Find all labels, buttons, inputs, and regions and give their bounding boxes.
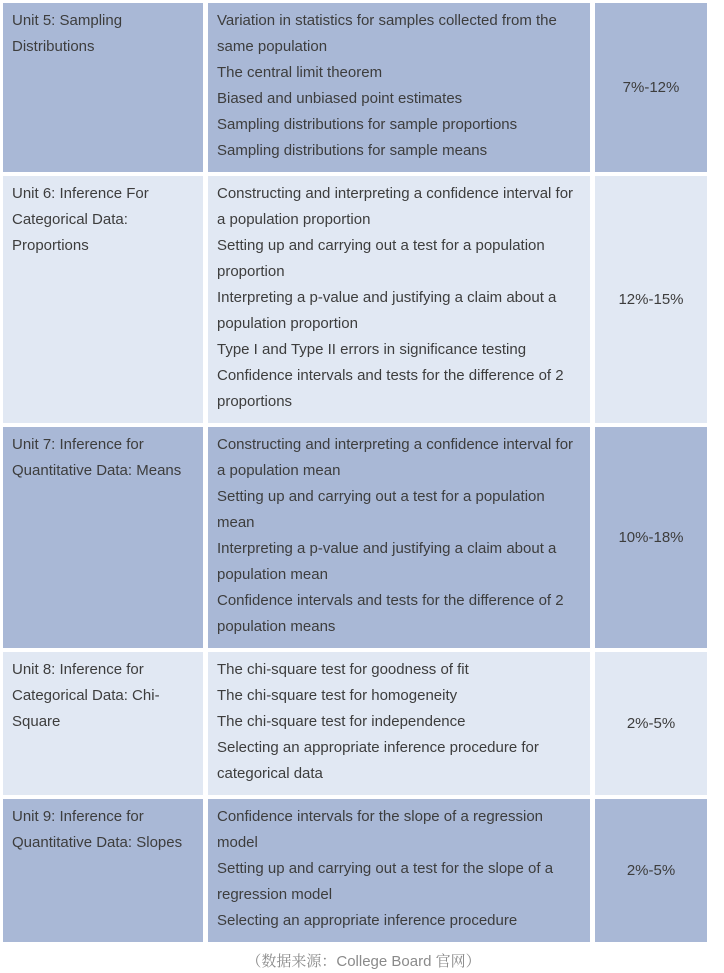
topic-item: Type I and Type II errors in significance testing xyxy=(217,341,527,358)
ap-stats-units-table xyxy=(3,3,707,942)
topic-item: The chi-square test for homogeneity xyxy=(217,687,458,704)
topic-item: Confidence intervals for the slope of a regression model xyxy=(217,808,544,851)
topic-item: Sampling distributions for sample means xyxy=(217,142,488,159)
unit-name-cell: Unit 6: Inference For Categorical Data: Proportions xyxy=(3,176,203,423)
data-source-caption: （数据来源：College Board 官网） xyxy=(246,953,481,970)
table-row xyxy=(3,176,707,423)
unit-name-cell: Unit 7: Inference for Quantitative Data: Means xyxy=(3,427,203,648)
topic-item: Sampling distributions for sample proportions xyxy=(217,116,518,133)
topic-item: Setting up and carrying out a test for a population proportion xyxy=(217,237,545,280)
topics-cell xyxy=(208,799,590,942)
topic-item: Biased and unbiased point estimates xyxy=(217,90,463,107)
topic-item: Selecting an appropriate inference procedure for categorical data xyxy=(217,739,539,782)
topic-item: Interpreting a p-value and justifying a claim about a population mean xyxy=(217,540,557,583)
topic-item: The central limit theorem xyxy=(217,64,383,81)
topics-cell xyxy=(208,3,590,172)
exam-weight-cell: 2%-5% xyxy=(595,799,707,942)
topic-item: Confidence intervals and tests for the difference of 2 proportions xyxy=(217,367,564,410)
table-row xyxy=(3,3,707,172)
exam-weight-cell: 12%-15% xyxy=(595,176,707,423)
topic-item: Interpreting a p-value and justifying a claim about a population proportion xyxy=(217,289,557,332)
exam-weight-cell: 2%-5% xyxy=(595,652,707,795)
topic-item: Selecting an appropriate inference procedure xyxy=(217,912,518,929)
topic-item: The chi-square test for independence xyxy=(217,713,466,730)
topic-item: Constructing and interpreting a confidence interval for a population mean xyxy=(217,436,574,479)
exam-weight-cell: 7%-12% xyxy=(595,3,707,172)
topic-item: Variation in statistics for samples collected from the same population xyxy=(217,12,557,55)
topics-cell xyxy=(208,652,590,795)
exam-weight-cell: 10%-18% xyxy=(595,427,707,648)
topic-item: Setting up and carrying out a test for a population mean xyxy=(217,488,545,531)
topics-cell xyxy=(208,427,590,648)
topic-item: The chi-square test for goodness of fit xyxy=(217,661,469,678)
table-row xyxy=(3,799,707,942)
topic-item: Constructing and interpreting a confidence interval for a population proportion xyxy=(217,185,574,228)
unit-name-cell: Unit 8: Inference for Categorical Data: Chi-Square xyxy=(3,652,203,795)
unit-name-cell: Unit 9: Inference for Quantitative Data: Slopes xyxy=(3,799,203,942)
unit-name-cell: Unit 5: Sampling Distributions xyxy=(3,3,203,172)
topic-item: Confidence intervals and tests for the difference of 2 population means xyxy=(217,592,564,635)
topics-cell xyxy=(208,176,590,423)
table-row xyxy=(3,652,707,795)
table-row xyxy=(3,427,707,648)
topic-item: Setting up and carrying out a test for the slope of a regression model xyxy=(217,860,554,903)
